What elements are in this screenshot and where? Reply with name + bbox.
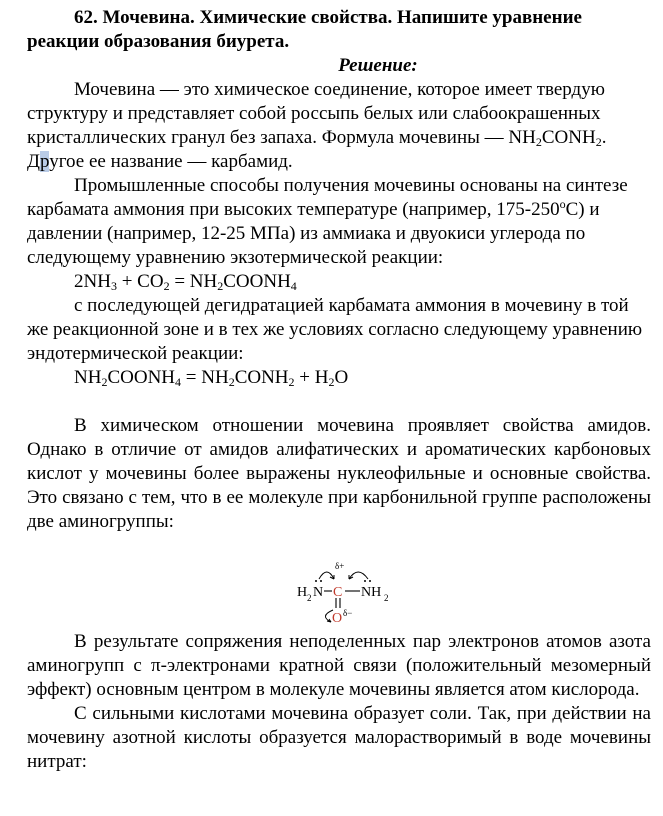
eq-sub: 2 — [328, 375, 335, 389]
lone-pair-dots — [315, 580, 371, 582]
paragraph-conjugation: В результате сопряжения неподеленных пар электронов атомов азота аминогрупп с π-электронами кратной связи (положительный мезомерный эффект) основным центром в молекуле мочевины является атом кислорода. — [27, 631, 651, 700]
formula-end: . — [601, 127, 607, 148]
mol-o: O — [332, 611, 343, 626]
eq-term: COONH — [107, 367, 176, 388]
formula-sub: 2 — [535, 135, 542, 149]
blank-line — [27, 390, 651, 414]
paragraph-production-text-2: С) и давлении (например, 12-25 МПа) из аммиака и двуокиси углерода по следующему уравнению экзотермической реакции: — [27, 199, 600, 268]
text-selection-highlight[interactable]: р — [39, 151, 50, 172]
eq-sub: 2 — [163, 279, 170, 293]
mol-c: C — [333, 585, 343, 600]
mol-delta-minus: δ− — [343, 608, 353, 618]
eq-sub: 2 — [101, 375, 108, 389]
paragraph-properties: В химическом отношении мочевина проявляет свойства амидов. Однако в отличие от амидов алифатических и ароматических карбоновых кислот у мочевины более выражены нуклеофильные и основные свойства. Это связано с тем, что в ее молекуле при карбонильной группе расположены две аминогруппы: — [27, 415, 651, 532]
equation-dehydration — [27, 366, 651, 390]
degree-sup: о — [559, 197, 566, 211]
equation-carbamate — [27, 270, 651, 294]
paragraph-definition — [27, 78, 651, 174]
mol-n-left: N — [313, 585, 324, 600]
eq-sub: 2 — [217, 279, 224, 293]
mol-nh-right: NH — [361, 585, 382, 600]
eq-term: NH — [74, 367, 102, 388]
solution-heading — [27, 54, 651, 78]
paragraph-definition-text: Мочевина — это химическое соединение, которое имеет твердую структуру и представляет собой россыпь белых или слабоокрашенных кристаллических гранул без запаха. Формула мочевины — NH — [27, 79, 605, 148]
alt-name-start: Д — [27, 151, 40, 172]
eq-term: CONH — [234, 367, 289, 388]
eq-term: + CO — [116, 271, 164, 292]
eq-sub: 3 — [110, 279, 117, 293]
urea-structure-svg — [27, 534, 651, 630]
paragraph-salts: С сильными кислотами мочевина образует соли. Так, при действии на мочевину азотной кислоты образуется малорастворимый в воде мочевины нитрат: — [27, 703, 651, 772]
paragraph-dehydration: с последующей дегидратацией карбамата аммония в мочевину в той же реакционной зоне и в тех же условиях согласно следующему уравнению эндотермической реакции: — [27, 295, 643, 364]
mol-nh-sub: 2 — [384, 593, 389, 603]
eq-sub: 2 — [228, 375, 235, 389]
eq-sub: 4 — [175, 375, 182, 389]
solution-label: Решение — [338, 55, 412, 76]
urea-structure-diagram — [27, 534, 651, 630]
solution-colon: : — [411, 55, 418, 76]
alt-name-text: угое ее название — карбамид. — [49, 151, 293, 172]
eq-sub: 4 — [290, 279, 297, 293]
eq-term: = NH — [169, 271, 218, 292]
problem-title: 62. Мочевина. Химические свойства. Напишите уравнение реакции образования биурета. — [27, 7, 582, 52]
eq-sub: 2 — [288, 375, 295, 389]
eq-term: COONH — [223, 271, 291, 292]
eq-term: + H — [294, 367, 329, 388]
paragraph-production — [27, 174, 651, 270]
formula-sub: 2 — [595, 135, 602, 149]
eq-term: 2NH — [74, 271, 111, 292]
mol-h-sub: 2 — [307, 593, 312, 603]
eq-term: = NH — [181, 367, 229, 388]
mol-delta-plus: δ+ — [335, 561, 345, 571]
formula-part: CONH — [541, 127, 596, 148]
eq-term: O — [334, 367, 349, 388]
paragraph-production-text: Промышленные способы получения мочевины основаны на синтезе карбамата аммония при высоких температуре (например, 175-250 — [27, 175, 628, 220]
mol-h: H — [297, 585, 308, 600]
